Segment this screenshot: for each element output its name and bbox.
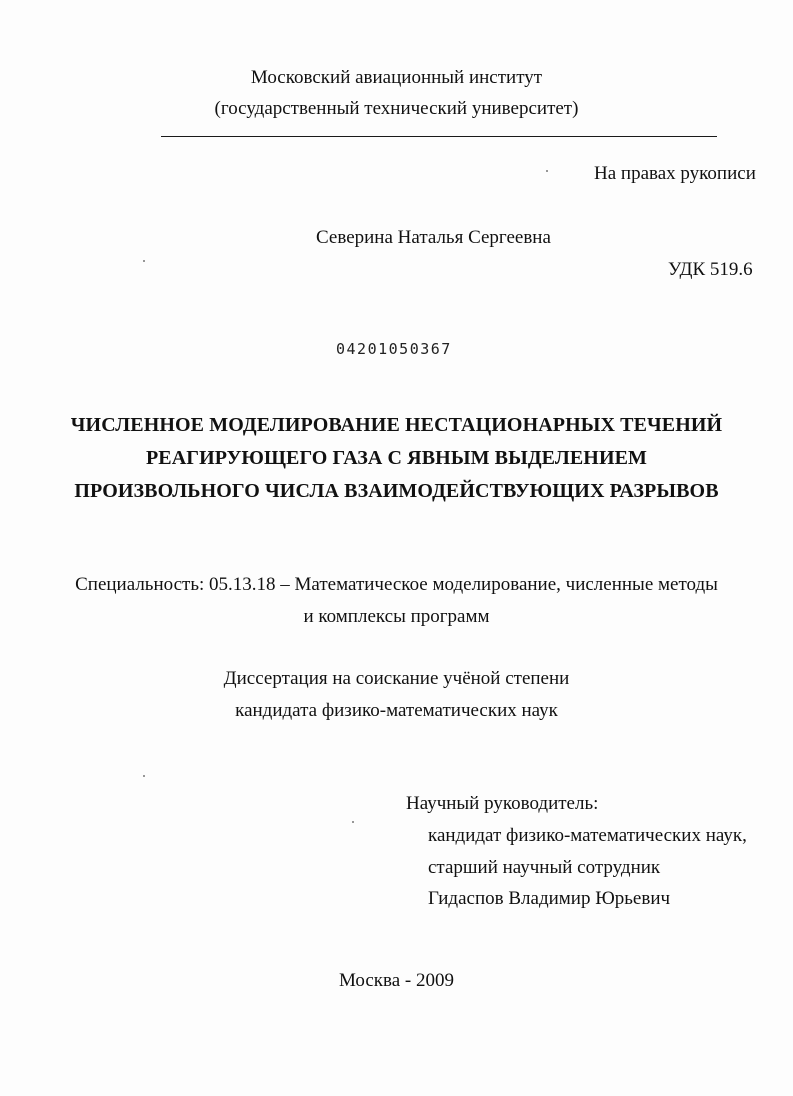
supervisor-position: старший научный сотрудник <box>428 857 661 878</box>
supervisor-name: Гидаспов Владимир Юрьевич <box>428 888 671 909</box>
institute-subtitle: (государственный технический университет) <box>214 98 579 119</box>
registration-number: 04201050367 <box>336 340 452 358</box>
author-name: Северина Наталья Сергеевна <box>316 227 551 248</box>
supervisor-degree: кандидат физико-математических наук, <box>428 825 747 846</box>
scan-speck <box>546 170 548 172</box>
degree-line-2: кандидата физико-математических наук <box>235 700 558 721</box>
institute-name: Московский авиационный институт <box>250 67 543 88</box>
degree-line-1: Диссертация на соискание учёной степени <box>223 668 570 689</box>
supervisor-heading: Научный руководитель: <box>406 793 599 814</box>
city-year: Москва - 2009 <box>338 970 455 991</box>
manuscript-note: На правах рукописи <box>594 163 756 184</box>
dissertation-title-line-3: ПРОИЗВОЛЬНОГО ЧИСЛА ВЗАИМОДЕЙСТВУЮЩИХ РАЗРЫВОВ <box>74 480 719 502</box>
specialty-line-1: Специальность: 05.13.18 – Математическое моделирование, численные методы <box>75 574 718 595</box>
scan-speck <box>352 821 354 823</box>
specialty-line-2: и комплексы программ <box>303 606 490 627</box>
dissertation-title-line-1: ЧИСЛЕННОЕ МОДЕЛИРОВАНИЕ НЕСТАЦИОНАРНЫХ ТЕЧЕНИЙ <box>70 414 723 436</box>
header-divider <box>161 136 717 137</box>
udc-code: УДК 519.6 <box>668 259 753 280</box>
scan-speck <box>143 775 145 777</box>
scan-speck <box>143 260 145 262</box>
dissertation-title-line-2: РЕАГИРУЮЩЕГО ГАЗА С ЯВНЫМ ВЫДЕЛЕНИЕМ <box>145 447 648 469</box>
